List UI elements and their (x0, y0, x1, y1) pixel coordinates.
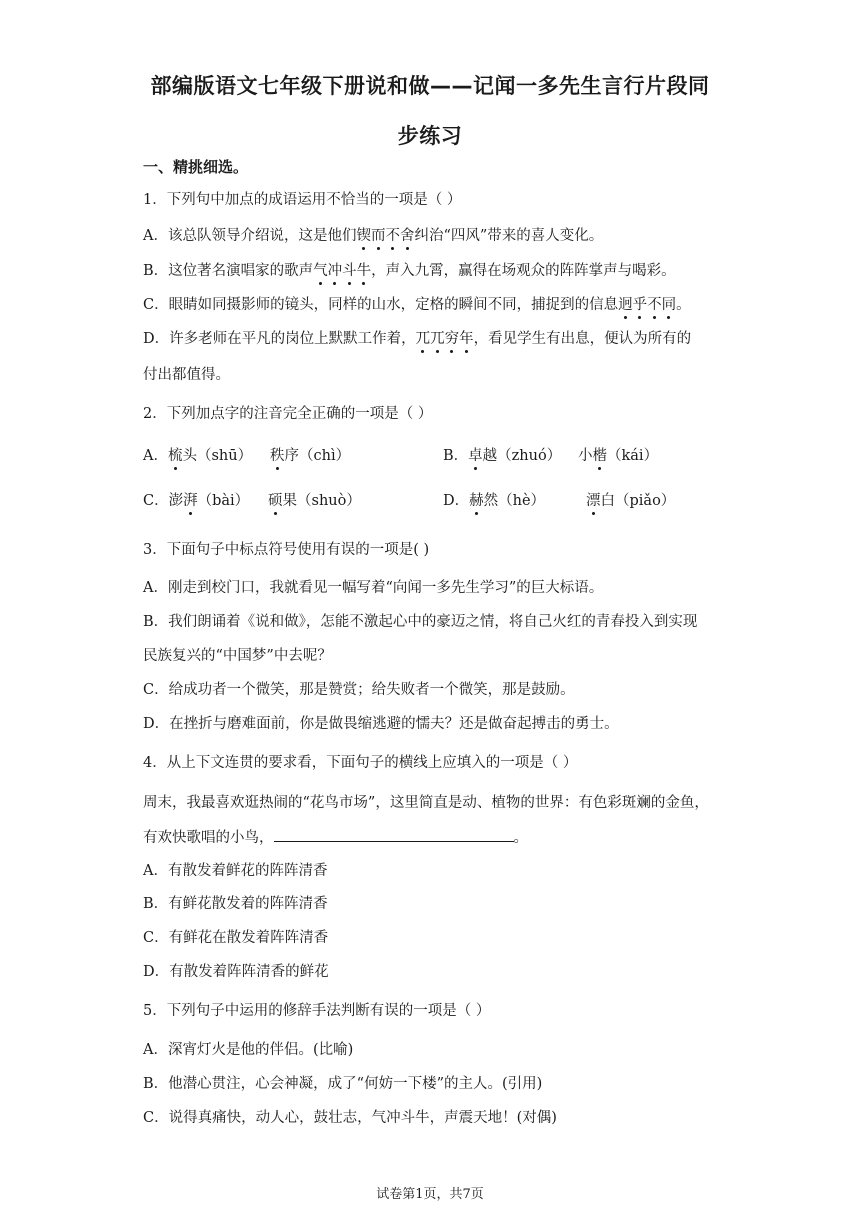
question-4-stem: 4．从上下文连贯的要求看，下面句子的横线上应填入的一项是（ ） (143, 755, 578, 771)
question-3-option-b: B．我们朗诵着《说和做》，怎能不激起心中的豪迈之情，将自己火红的青春投入到实现 (143, 614, 698, 630)
question-1-option-d (143, 329, 723, 349)
dotted-char: 穷 (444, 331, 460, 347)
option-text: 小 (578, 448, 593, 464)
option-text: 头（shū） (182, 448, 253, 464)
dotted-char: 斗 (342, 263, 357, 279)
dotted-char: 赫 (469, 493, 484, 509)
dotted-char: 兀 (415, 331, 431, 347)
dotted-char: 硕 (268, 493, 283, 509)
dotted-idiom (416, 331, 474, 347)
dotted-char: 乎 (632, 297, 648, 313)
dotted-idiom (313, 263, 371, 279)
question-3-stem: 3．下面句子中标点符号使用有误的一项是( ) (143, 542, 430, 558)
option-text: B．这位著名演唱家的歌声 (143, 263, 314, 279)
section-heading: 一、精挑细选。 (143, 158, 249, 176)
option-text: （kái） (607, 448, 659, 464)
option-text: 序（chì） (284, 448, 351, 464)
question-2-option-c1 (143, 491, 249, 511)
question-2-option-d2 (586, 491, 675, 511)
dotted-idiom (618, 297, 676, 313)
question-1-option-d-continued: 付出都值得。 (143, 367, 230, 383)
question-2-option-b2 (578, 446, 658, 466)
dotted-char: 牛 (356, 263, 372, 279)
dotted-char: 湃 (183, 493, 198, 509)
question-2-option-a1 (143, 446, 252, 466)
dotted-char: 梳 (167, 448, 183, 464)
dotted-char: 冲 (327, 263, 343, 279)
question-4-option-d: D．有散发着阵阵清香的鲜花 (143, 964, 329, 980)
question-2-option-b1 (443, 446, 561, 466)
option-text: D．许多老师在平凡的岗位上默默工作着， (143, 331, 416, 347)
question-5-option-b: B．他潜心贯注，心会神凝，成了“何妨一下楼”的主人。(引用) (143, 1076, 543, 1092)
fill-in-blank (274, 827, 514, 842)
dotted-char: 而 (370, 228, 386, 244)
question-4-option-c: C．有鲜花在散发着阵阵清香 (143, 930, 329, 946)
question-1-option-b (143, 261, 723, 281)
page-footer: 试卷第1页，共7页 (376, 1187, 484, 1202)
dotted-char: 年 (459, 331, 474, 347)
question-5-stem: 5．下列句子中运用的修辞手法判断有误的一项是（ ） (143, 1003, 491, 1019)
dotted-char: 不 (647, 297, 662, 313)
question-3-option-d: D．在挫折与磨难面前，你是做畏缩逃避的懦夫？还是做奋起搏击的勇士。 (143, 716, 619, 732)
dotted-char: 秩 (270, 448, 285, 464)
question-4-passage-line-2 (143, 827, 723, 848)
question-3-option-a: A．刚走到校门口，我就看见一幅写着“向闻一多先生学习”的巨大标语。 (143, 580, 604, 596)
option-text: 。 (676, 297, 691, 313)
question-1-option-a (143, 226, 723, 246)
question-1-option-c (143, 295, 723, 315)
dotted-char: 锲 (356, 228, 371, 244)
question-2-option-a2 (270, 446, 350, 466)
dotted-char: 舍 (399, 228, 415, 244)
dotted-idiom (356, 228, 414, 244)
option-text: C．眼睛如同摄影师的镜头，同样的山水，定格的瞬间不同，捕捉到的信息 (143, 297, 619, 313)
option-text: C．澎 (143, 493, 184, 509)
option-label: D． (443, 493, 470, 509)
dotted-char: 兀 (430, 331, 445, 347)
option-text: 然（hè） (483, 493, 546, 509)
dotted-char: 卓 (468, 448, 483, 464)
question-3-option-b-continued: 民族复兴的“中国梦”中去呢？ (143, 648, 332, 664)
question-4-option-b: B．有鲜花散发着的阵阵清香 (143, 896, 328, 912)
option-text: ，声入九霄，赢得在场观众的阵阵掌声与喝彩。 (371, 263, 676, 279)
dotted-char: 同 (661, 297, 677, 313)
option-text: A．该总队领导介绍说，这是他们 (143, 228, 357, 244)
option-text: 果（shuò） (282, 493, 361, 509)
question-4-option-a: A．有散发着鲜花的阵阵清香 (143, 863, 328, 879)
page-title-line-1: 部编版语文七年级下册说和做——记闻一多先生言行片段同 (150, 74, 710, 98)
option-text: （bài） (197, 493, 250, 509)
option-label: A． (143, 448, 168, 464)
question-3-option-c: C．给成功者一个微笑，那是赞赏；给失败者一个微笑，那是鼓励。 (143, 682, 575, 698)
question-2-option-d1 (443, 491, 545, 511)
option-label: B． (443, 448, 469, 464)
option-text: 纠治“四风”带来的喜人变化。 (414, 228, 604, 244)
question-5-option-a: A．深宵灯火是他的伴侣。(比喻) (143, 1042, 354, 1058)
question-4-passage-line-1: 周末，我最喜欢逛热闹的“花鸟市场”，这里简直是动、植物的世界：有色彩斑斓的金鱼， (143, 795, 709, 811)
passage-text: 有欢快歌唱的小鸟， (143, 830, 274, 846)
dotted-char: 漂 (586, 493, 601, 509)
option-text: 白（piǎo） (600, 493, 676, 509)
question-5-option-c: C．说得真痛快，动人心，鼓壮志，气冲斗牛，声震天地！(对偶) (143, 1110, 557, 1126)
question-2-stem: 2．下列加点字的注音完全正确的一项是（ ） (143, 406, 433, 422)
dotted-char: 不 (385, 228, 400, 244)
page-title-line-2: 步练习 (397, 124, 463, 148)
question-1-stem: 1．下列句中加点的成语运用不恰当的一项是（ ） (143, 192, 462, 208)
passage-text: 。 (513, 830, 528, 846)
dotted-char: 楷 (592, 448, 607, 464)
option-text: 越（zhuó） (482, 448, 562, 464)
option-text: ，看见学生有出息，便认为所有的 (473, 331, 692, 347)
dotted-char: 迥 (618, 297, 633, 313)
dotted-char: 气 (313, 263, 328, 279)
question-2-option-c2 (268, 491, 361, 511)
